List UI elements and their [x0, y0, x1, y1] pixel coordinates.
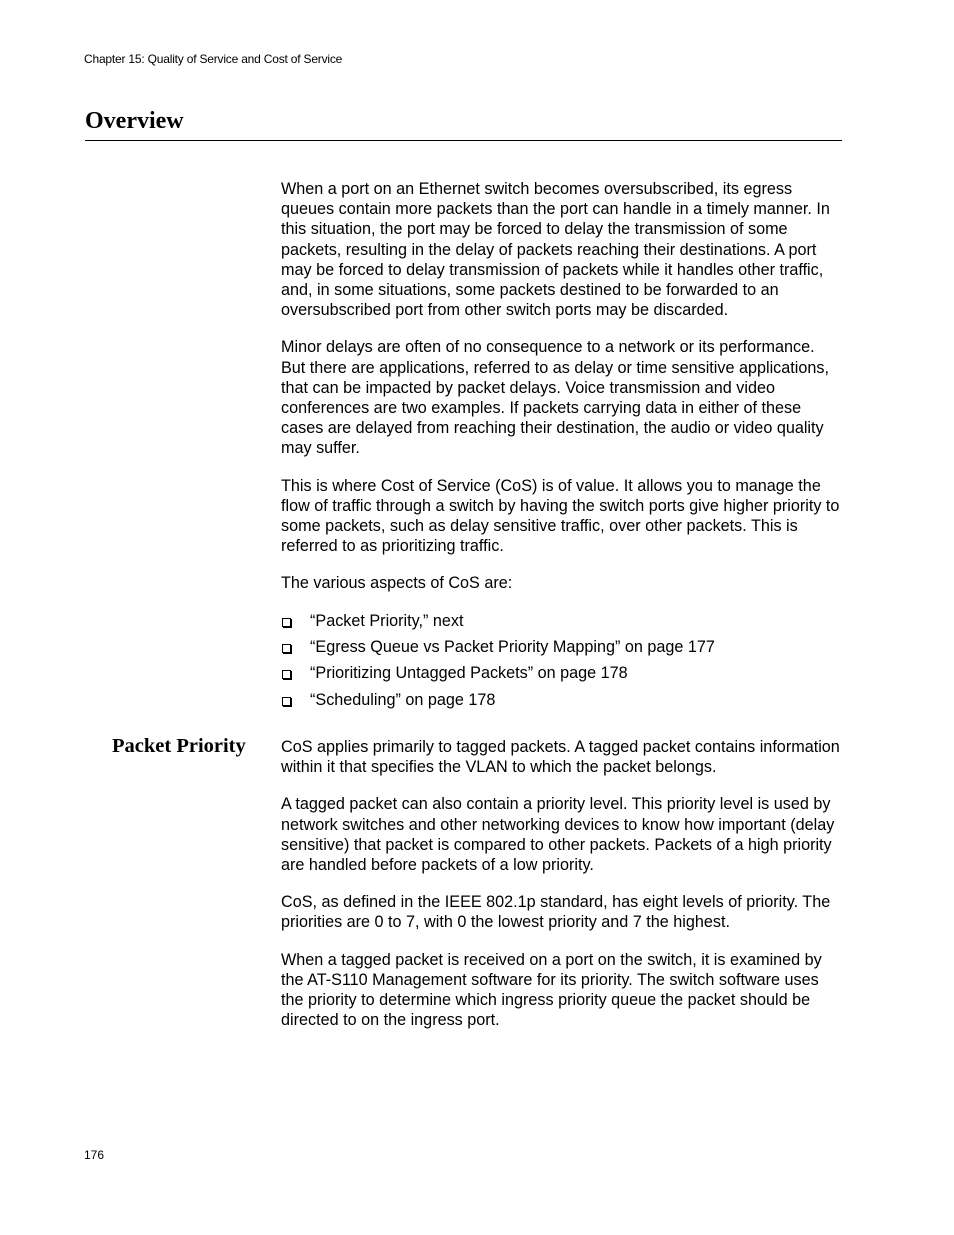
checkbox-bullet-icon [282, 670, 291, 679]
section-title-overview: Overview [85, 108, 184, 134]
packet-priority-body [281, 737, 843, 1047]
page-number: 176 [84, 1148, 105, 1162]
overview-paragraph: This is where Cost of Service (CoS) is of value. It allows you to manage the flow of traffic through a switch by having the switch ports give higher priority to some packets, such as delay sensitive traffic, over other packets. This is referred to as prioritizing traffic. [281, 476, 840, 556]
overview-body [281, 179, 843, 716]
list-item [281, 663, 843, 689]
cross-reference-link[interactable]: “Scheduling” on page 178 [310, 690, 496, 709]
packet-priority-paragraph: CoS applies primarily to tagged packets. A tagged packet contains information within it that specifies the VLAN to which the packet belongs. [281, 738, 840, 777]
packet-priority-paragraph: When a tagged packet is received on a port on the switch, it is examined by the AT-S110 Management software for its priority. The switch software uses the priority to determine which ingress priority queue the packet should be directed to on the ingress port. [281, 950, 822, 1030]
cross-reference-link[interactable]: “Egress Queue vs Packet Priority Mapping” on page 177 [310, 637, 715, 656]
cross-reference-link[interactable]: “Prioritizing Untagged Packets” on page 178 [310, 664, 628, 683]
packet-priority-paragraph: A tagged packet can also contain a priority level. This priority level is used by network switches and other networking devices to know how important (delay sensitive) that packet is compared to other packets. Packets of a high priority are handled before packets of a low priority. [281, 795, 835, 875]
list-item [281, 611, 843, 637]
packet-priority-paragraph: CoS, as defined in the IEEE 802.1p standard, has eight levels of priority. The priorities are 0 to 7, with 0 the lowest priority and 7 the highest. [281, 893, 831, 932]
cos-aspects-list [281, 611, 843, 716]
overview-paragraph: The various aspects of CoS are: [281, 574, 513, 593]
checkbox-bullet-icon [282, 697, 291, 706]
list-item [281, 637, 843, 663]
running-header: Chapter 15: Quality of Service and Cost of Service [84, 52, 343, 66]
checkbox-bullet-icon [282, 618, 291, 627]
section-title-rule [85, 140, 842, 141]
checkbox-bullet-icon [282, 644, 291, 653]
subsection-title-packet-priority: Packet Priority [112, 735, 246, 757]
overview-paragraph: Minor delays are often of no consequence to a network or its performance. But there are applications, referred to as delay or time sensitive applications, that can be impacted by packet delays. Voice transmission and video conferences are two examples. If packets carrying data in either of these cases are delayed from reaching their destination, the audio or video quality may suffer. [281, 338, 829, 458]
overview-paragraph: When a port on an Ethernet switch becomes oversubscribed, its egress queues contain more packets than the port can handle in a timely manner. In this situation, the port may be forced to delay the transmission of some packets, resulting in the delay of packets reaching their destinations. A port may be forced to delay transmission of packets while it handles other traffic, and, in some situations, some packets destined to be forwarded to an oversubscribed port from other switch ports may be discarded. [281, 180, 830, 320]
cross-reference-link[interactable]: “Packet Priority,” next [310, 611, 464, 630]
list-item [281, 690, 843, 716]
